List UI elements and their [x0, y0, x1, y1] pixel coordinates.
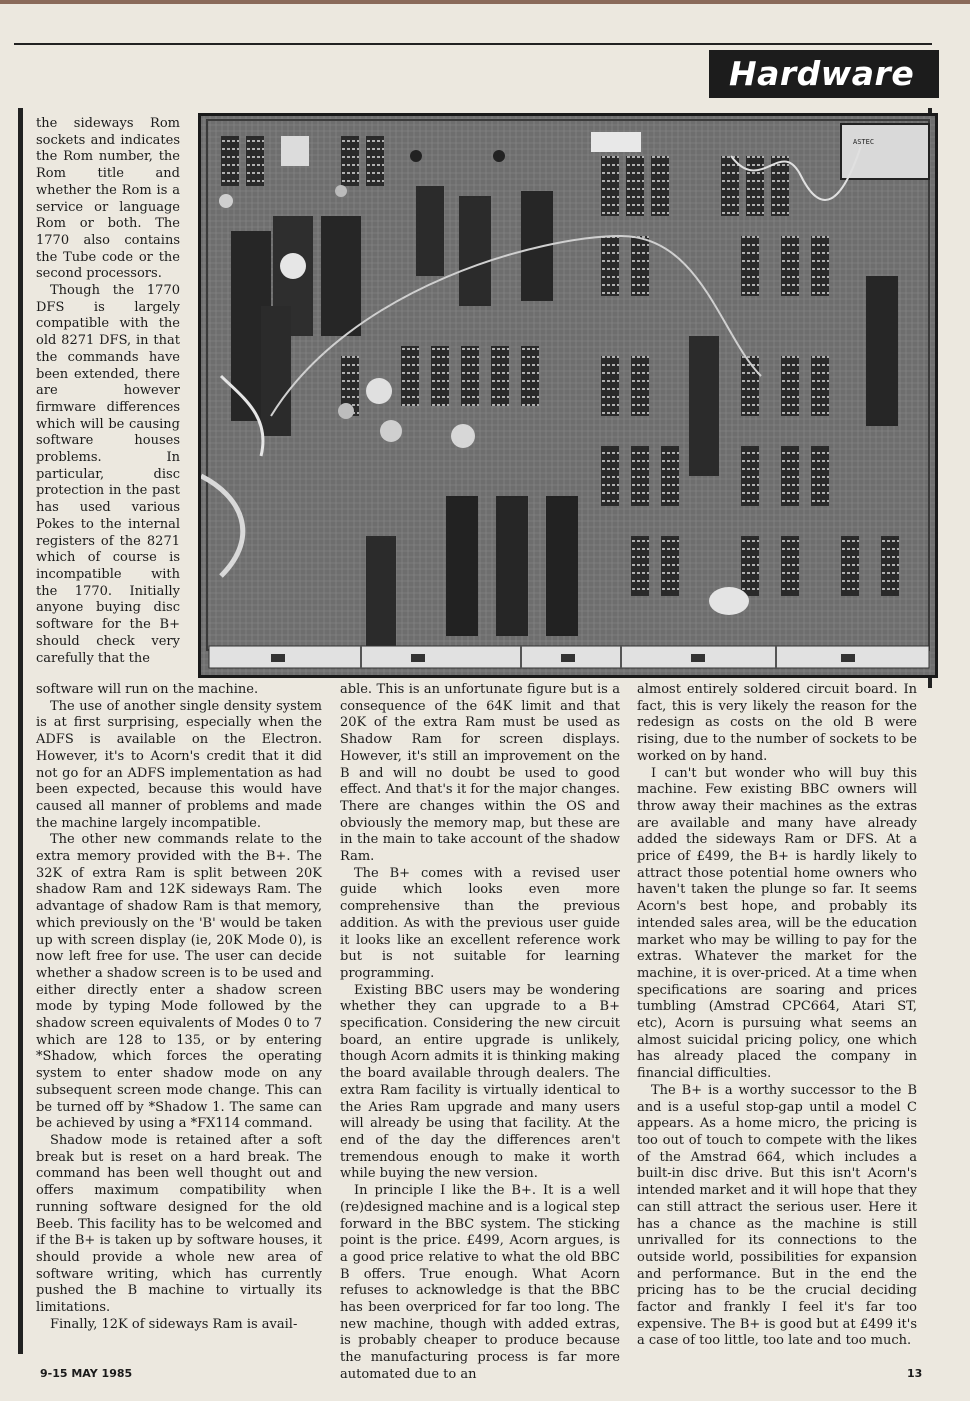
- paragraph: Finally, 12K of sideways Ram is avail-: [50, 1316, 298, 1332]
- paragraph: able. This is an unfortunate figure but is a consequence of the 64K limit and that 20K of the extra Ram must be used as Shadow Ram for screen displays. However, it's still an improvement on the B and will no doubt be used to good effect. And that's it for the major changes. There are changes within the OS and obviously the memory map, but these are in the main to take account of the shadow Ram.: [340, 682, 620, 865]
- paragraph: The use of another single density system is at first surprising, especially when the ADFS is available on the Electron. However, it's to Acorn's credit that it did not go for an ADFS implementation as had been expected, because this would have caused all manner of problems and made the machine largely incompatible.: [36, 698, 322, 831]
- circuit-board-photo: [198, 113, 938, 678]
- paragraph: The B+ is a worthy successor to the B and is a useful stop-gap until a model C appears. As a home micro, the pricing is too out of touch to compete with the likes of the Amstrad 664, which includes a built-in disc drive. But this isn't Acorn's intended market and it will hope that they can still attract the serious user. Here it has a chance as the machine is still unrivalled for its connections to the outside world, possibilities for expansion and performance. But in the end the pricing has to be the crucial deciding factor and frankly I feel it's far too expensive. The B+ is good but at £499 it's a case of too little, too late and too much.: [637, 1082, 917, 1349]
- article-narrow-column: [36, 116, 180, 667]
- paragraph: the sideways Rom sockets and indicates the Rom number, the Rom title and whether the Rom is a service or language Rom or both. The 1770 also contains the Tube code or the second processors.: [36, 116, 180, 282]
- circuit-board-image: [201, 116, 935, 675]
- paragraph: Shadow mode is retained after a soft break but is reset on a hard break. The command has been well thought out and offers maximum compatibility when running software designed for the old Beeb. This facility has to be welcomed and if the B+ is taken up by software houses, it should provide a whole new area of software writing, which has currently pushed the B machine to virtually its limitations.: [36, 1132, 322, 1316]
- article-column-3: [637, 682, 917, 1350]
- issue-date: 9-15 MAY 1985: [40, 1367, 133, 1380]
- page-top-strip: [0, 0, 970, 4]
- paragraph: Though the 1770 DFS is largely compatible with the old 8271 DFS, in that the commands have been extended, there are however firmware differences which will be causing software houses problems. In particular, disc protection in the past has used various Pokes to the internal registers of the 8271 which of course is incompatible with the 1770. Initially anyone buying disc software for the B+ should check very carefully that the: [36, 283, 180, 666]
- paragraph: almost entirely soldered circuit board. In fact, this is very likely the reason for the redesign as costs on the old B were rising, due to the number of sockets to be worked on by hand.: [637, 682, 917, 764]
- article-column-1: [36, 682, 322, 1333]
- header-rule: [14, 43, 932, 45]
- paragraph: software will run on the machine.: [36, 682, 259, 697]
- paragraph: In principle I like the B+. It is a well (re)designed machine and is a logical step forward in the BBC system. The sticking point is the price. £499, Acorn argues, is a good price relative to what the old BBC B offers. True enough. What Acorn refuses to acknowledge is that the BBC has been overpriced for far too long. The new machine, though with added extras, is probably cheaper to produce because the manufacturing process is far more automated due to an: [340, 1183, 620, 1382]
- oscillator-label: ASTEC: [853, 138, 875, 146]
- article-column-2: [340, 682, 620, 1384]
- paragraph: The B+ comes with a revised user guide which looks even more comprehensive than the previous addition. As with the previous user guide it looks like an excellent reference work but is not suitable for learning programming.: [340, 865, 620, 981]
- paragraph: I can't but wonder who will buy this machine. Few existing BBC owners will throw away their machines as the extras are available and many have already added the sideways Ram or DFS. At a price of £499, the B+ is hardly likely to attract those potential home owners who haven't taken the plunge so far. It seems Acorn's best hope, and probably its intended sales area, will be the education market who may be willing to pay for the extras. Whatever the market for the machine, it is over-priced. At a time when specifications are soaring and prices tumbling (Amstrad CPC664, Atari ST, etc), Acorn is pursuing what seems an almost suicidal pricing policy, one which has already placed the company in financial difficulties.: [637, 765, 917, 1082]
- left-column-rule: [18, 108, 23, 1354]
- paragraph: Existing BBC users may be wondering whether they can upgrade to a B+ specification. Considering the new circuit board, an entire upgrade is unlikely, though Acorn admits it is thinking making the board available through dealers. The extra Ram facility is virtually identical to the Aries Ram upgrade and many users will already be using that facility. At the end of the day the differences aren't tremendous enough to make it worth while buying the new version.: [340, 982, 620, 1182]
- section-title: Hardware: [709, 50, 939, 98]
- paragraph: The other new commands relate to the extra memory provided with the B+. The 32K of extra Ram is split between 20K shadow Ram and 12K sideways Ram. The advantage of shadow Ram is that memory, which previously on the 'B' would be taken up with screen display (ie, 20K Mode 0), is now left free for use. The user can decide whether a shadow screen is to be used and either directly enter a shadow screen mode by typing Mode followed by the shadow screen equivalents of Modes 0 to 7 which are 128 to 135, or by entering *Shadow, which forces the operating system to enter shadow mode on any subsequent screen mode change. This can be turned off by *Shadow 1. The same can be achieved by using a *FX114 command.: [36, 832, 322, 1132]
- page-number: 13: [907, 1367, 923, 1380]
